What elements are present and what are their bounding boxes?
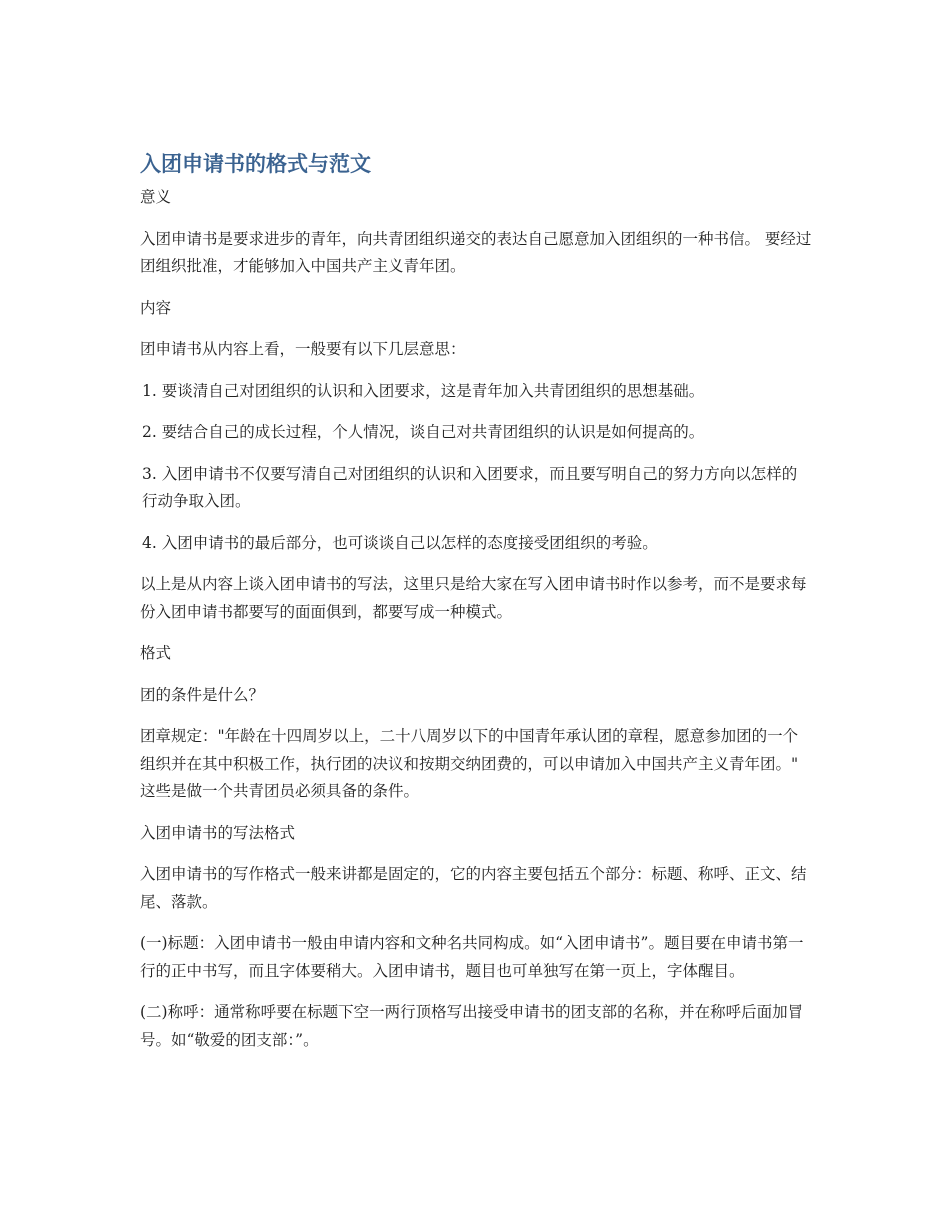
list-item-4: 4. 入团申请书的最后部分，也可谈谈自己以怎样的态度接受团组织的考验。 xyxy=(142,533,658,552)
list-item-3: 3. 入团申请书不仅要写清自己对团组织的认识和入团要求，而且要写明自己的努力方向以怎样的行动争取入团。 xyxy=(142,464,798,510)
paragraph-conditions-question: 团的条件是什么？ xyxy=(140,685,265,704)
paragraph-content-intro: 团申请书从内容上看，一般要有以下几层意思： xyxy=(140,340,466,358)
paragraph-charter-rule: 团章规定："年龄在十四周岁以上，二十八周岁以下的中国青年承认团的章程，愿意参加团的一个组织并在其中积极工作，执行团的决议和按期交纳团费的，可以申请加入中国共产主义青年团。" 这些是做一个共青团员必须具备的条件。 xyxy=(140,727,799,800)
paragraph-definition: 入团申请书是要求进步的青年，向共青团组织递交的表达自己愿意加入团组织的一种书信。 要经过团组织批准，才能够加入中国共产主义青年团。 xyxy=(140,229,812,275)
list-item-2: 2. 要结合自己的成长过程，个人情况，谈自己对共青团组织的认识是如何提高的。 xyxy=(142,423,705,441)
section-heading-format: 格式 xyxy=(140,644,172,662)
paragraph-format-parts: 入团申请书的写作格式一般来讲都是固定的，它的内容主要包括五个部分：标题、称呼、正文、结尾、落款。 xyxy=(140,865,807,911)
document-title: 入团申请书的格式与范文 xyxy=(140,152,371,176)
section-heading-meaning: 意义 xyxy=(140,188,172,206)
section-heading-content: 内容 xyxy=(140,298,172,317)
document-page xyxy=(140,148,812,1068)
list-item-1: 1. 要谈清自己对团组织的认识和入团要求，这是青年加入共青团组织的思想基础。 xyxy=(142,381,705,400)
paragraph-format-heading: 入团申请书的写法格式 xyxy=(140,823,296,842)
paragraph-content-summary: 以上是从内容上谈入团申请书的写法，这里只是给大家在写入团申请书时作以参考，而不是要求每份入团申请书都要写的面面俱到，都要写成一种模式。 xyxy=(140,575,807,621)
paragraph-format-salutation: (二)称呼：通常称呼要在标题下空一两行顶格写出接受申请书的团支部的名称，并在称呼后面加冒号。如“敬爱的团支部：”。 xyxy=(140,1003,804,1049)
paragraph-format-title: (一)标题：入团申请书一般由申请内容和文种名共同构成。如“入团申请书”。题目要在申请书第一行的正中书写，而且字体要稍大。入团申请书，题目也可单独写在第一页上，字体醒目。 xyxy=(140,934,804,980)
